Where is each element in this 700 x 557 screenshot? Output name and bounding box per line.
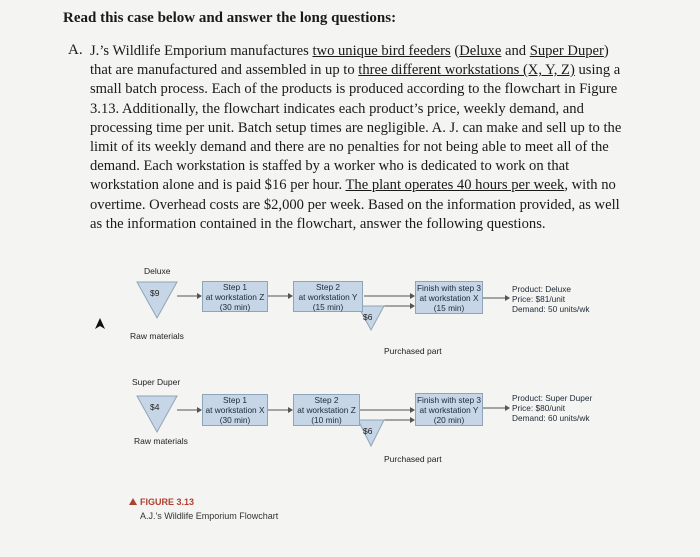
deluxe-title: Deluxe — [144, 266, 171, 276]
deluxe-step1-box: Step 1 at workstation Z (30 min) — [202, 281, 268, 312]
arrowhead-icon — [505, 295, 510, 301]
arrowhead-icon — [505, 405, 510, 411]
deluxe-step2-box: Step 2 at workstation Y (15 min) — [293, 281, 363, 312]
super-raw-label: Raw materials — [134, 436, 188, 446]
paragraph-line-6: limit of its weekly demand and there are no penalties for not being able to meet all of the — [90, 139, 609, 156]
deluxe-raw-cost: $9 — [150, 288, 160, 298]
paragraph-line-1: J.’s Wildlife Emporium manufactures two unique bird feeders (Deluxe and Super Duper) — [90, 43, 609, 59]
paragraph-line-7: demand. Each workstation is staffed by a worker who is dedicated to work on that — [90, 158, 570, 175]
figure-marker-icon — [129, 498, 137, 505]
paragraph-line-5: processing time per unit. Batch setup times are negligible. A. J. can make and sell up to the — [90, 119, 622, 136]
super-raw-cost: $4 — [150, 402, 160, 412]
deluxe-purchased-cost: $6 — [363, 312, 373, 322]
super-purchased-cost: $6 — [363, 426, 373, 436]
deluxe-step3-box: Finish with step 3 at workstation X (15 min) — [416, 282, 482, 313]
super-step3-box: Finish with step 3 at workstation Y (20 min) — [416, 394, 482, 425]
paragraph-line-3: small batch process. Each of the products is produced according to the flowchart in Figure — [90, 81, 618, 98]
super-step2-box: Step 2 at workstation Z (10 min) — [293, 394, 360, 426]
super-title: Super Duper — [132, 377, 181, 387]
figure-caption: A.J.'s Wildlife Emporium Flowchart — [140, 511, 279, 521]
paragraph-line-9: overtime. Overhead costs are $2,000 per week. Based on the information provided, as well — [90, 196, 620, 213]
question-letter: A. — [68, 42, 83, 58]
paragraph-line-10: as the information contained in the flowchart, answer the following questions. — [90, 215, 546, 232]
page-heading: Read this case below and answer the long questions: — [63, 10, 397, 26]
paragraph-line-4: 3.13. Additionally, the flowchart indicates each product’s price, weekly demand, and — [90, 100, 584, 117]
super-product-info: Product: Super Duper Price: $80/unit Demand: 60 units/wk — [512, 393, 593, 423]
deluxe-raw-label: Raw materials — [130, 331, 184, 341]
super-purchased-label: Purchased part — [384, 454, 442, 464]
paragraph-line-2: that are manufactured and assembled in up to three different workstations (X, Y, Z) using a — [90, 62, 621, 79]
paragraph-line-8: workstation alone and is paid $16 per hour. The plant operates 40 hours per week, with no — [90, 177, 616, 194]
super-step1-box: Step 1 at workstation X (30 min) — [202, 394, 268, 426]
cursor-icon — [94, 317, 106, 331]
deluxe-purchased-label: Purchased part — [384, 346, 442, 356]
figure-label: FIGURE 3.13 — [140, 497, 195, 507]
deluxe-product-info: Product: Deluxe Price: $81/unit Demand: 50 units/wk — [512, 284, 590, 314]
